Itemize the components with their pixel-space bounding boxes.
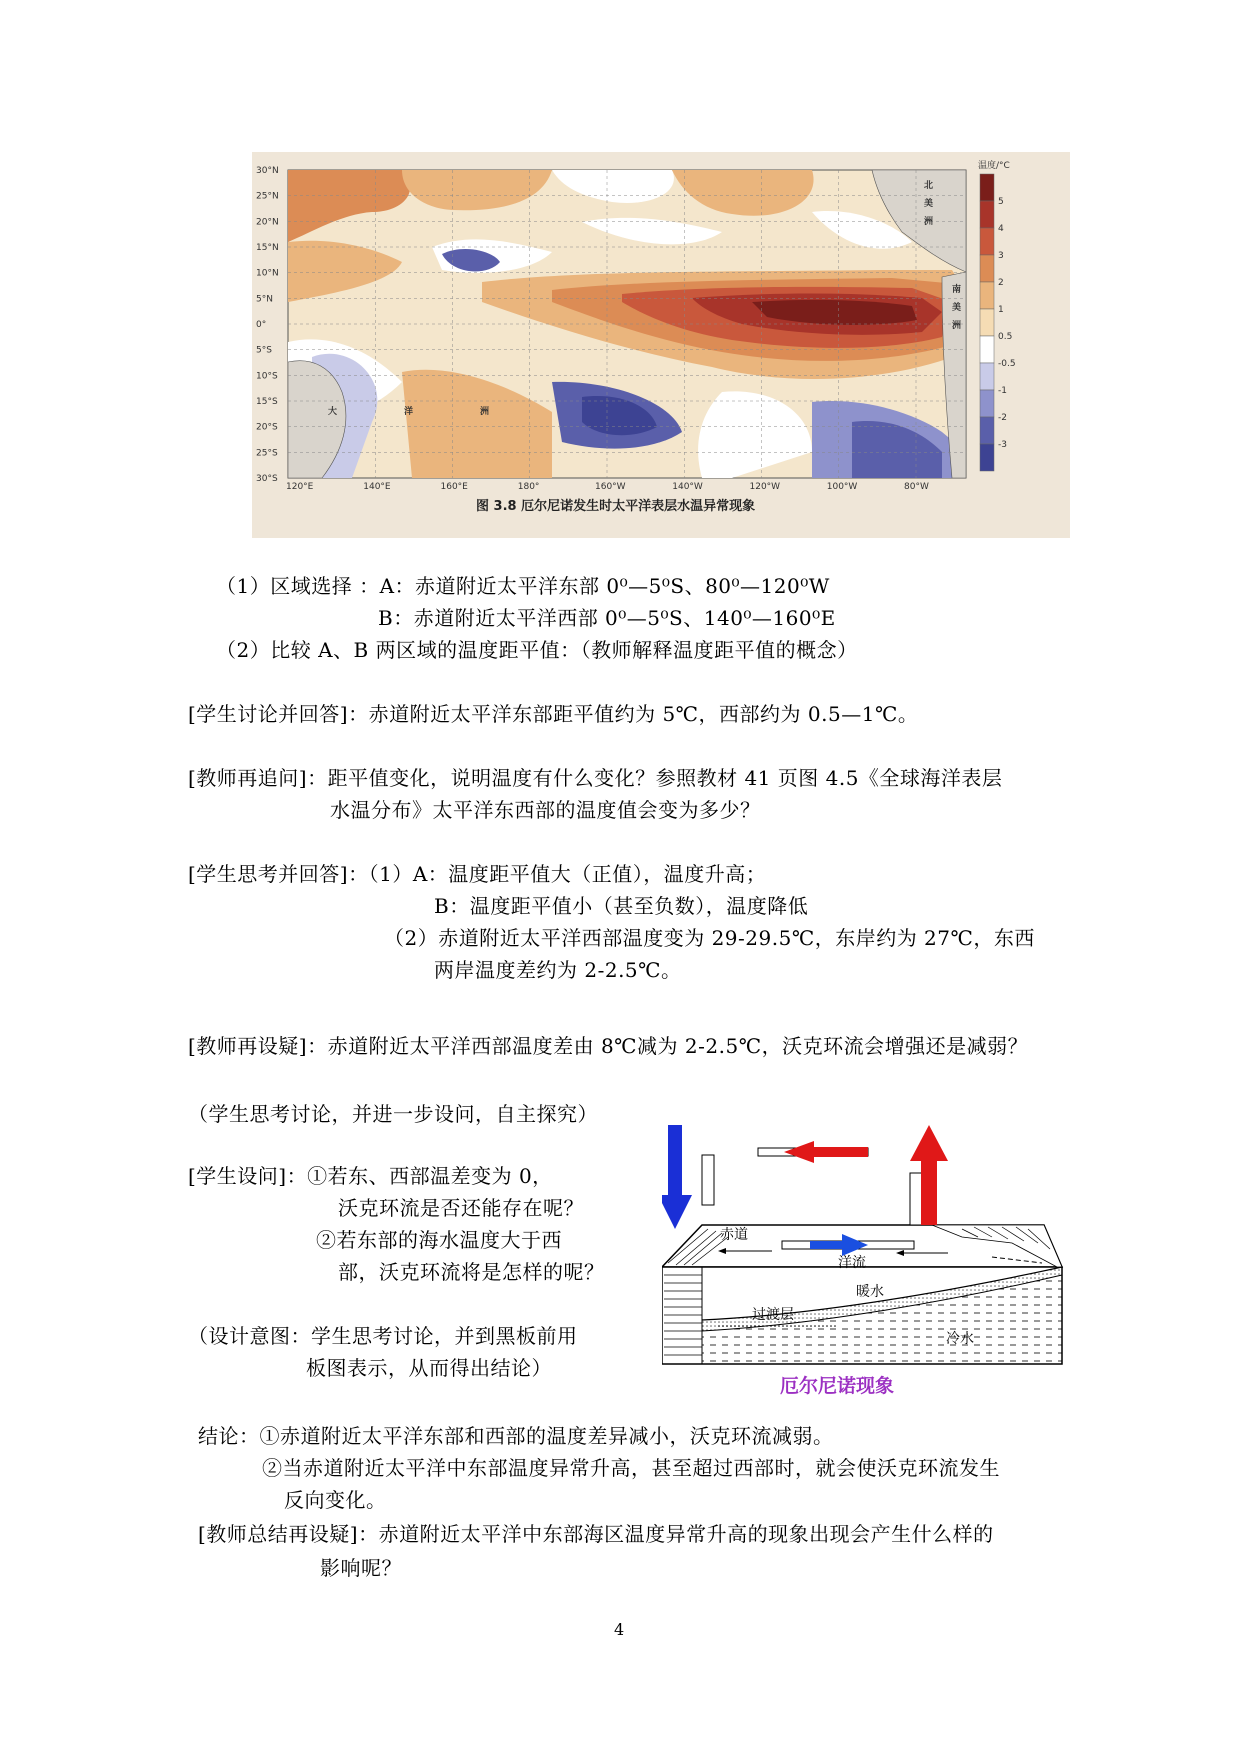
lat-tick-label: 30°N (256, 166, 279, 176)
east-column-bar (910, 1173, 922, 1225)
design-intent-line2: 板图表示，从而得出结论） (306, 1356, 552, 1380)
lon-tick-label: 160°W (595, 482, 626, 492)
teacher-followup-line2: 水温分布》太平洋东西部的温度值会变为多少？ (330, 798, 761, 822)
south-america-label: 南美洲 (952, 285, 962, 331)
legend-label: -3 (998, 440, 1007, 450)
el-nino-title: 厄尔尼诺现象 (780, 1375, 895, 1397)
oceania-label-3: 洲 (480, 407, 490, 417)
student-think-line3: （2）赤道附近太平洋西部温度变为 29-29.5℃，东岸约为 27℃，东西 (384, 926, 1035, 950)
descending-air-arrow (662, 1125, 692, 1229)
design-intent-line1: （设计意图：学生思考讨论，并到黑板前用 (188, 1324, 578, 1348)
student-ask-line4: 部，沃克环流将是怎样的呢？ (338, 1260, 605, 1284)
lon-tick-label: 120°E (286, 482, 314, 492)
section1-line3: （2）比较 A、B 两区域的温度距平值：（教师解释温度距平值的概念） (216, 638, 858, 662)
thermocline-label: 过渡层 (752, 1307, 794, 1323)
legend-swatch (980, 390, 994, 417)
student-ask-line1: [学生设问]：①若东、西部温差变为 0， (188, 1164, 553, 1188)
legend-swatch (980, 255, 994, 282)
legend-label: 5 (998, 197, 1004, 207)
oceania-label-2: 洋 (404, 407, 414, 417)
conclusion-line3: 反向变化。 (284, 1488, 387, 1512)
student-think-line2: B：温度距平值小（甚至负数），温度降低 (434, 894, 809, 918)
teacher-question-2: [教师再设疑]：赤道附近太平洋西部温度差由 8℃减为 2-2.5℃，沃克环流会增强还是减弱？ (188, 1034, 1029, 1058)
lat-tick-label: 15°S (256, 397, 278, 407)
legend-swatch (980, 336, 994, 363)
student-discussion-note: （学生思考讨论，并进一步设问，自主探究） (188, 1102, 598, 1126)
el-nino-schematic (662, 1125, 1067, 1370)
upper-airflow-arrow (784, 1141, 868, 1163)
lat-tick-label: 15°N (256, 243, 279, 253)
legend-label: 3 (998, 251, 1004, 261)
west-column-bar (702, 1155, 714, 1205)
cold-water-label: 冷水 (946, 1331, 974, 1347)
lat-tick-label: 25°S (256, 448, 278, 459)
legend-label: 2 (998, 278, 1004, 288)
student-discuss-answer: [学生讨论并回答]：赤道附近太平洋东部距平值约为 5℃，西部约为 0.5—1℃。 (188, 702, 919, 726)
current-label: 洋流 (838, 1255, 866, 1271)
legend-swatch (980, 228, 994, 255)
north-america-label: 北美洲 (924, 181, 934, 227)
equator-label: 赤道 (720, 1227, 748, 1243)
student-think-line4: 两岸温度差约为 2-2.5℃。 (434, 958, 682, 982)
teacher-summary-line1: [教师总结再设疑]：赤道附近太平洋中东部海区温度异常升高的现象出现会产生什么样的 (198, 1522, 994, 1546)
teacher-summary-line2: 影响呢？ (320, 1556, 402, 1580)
legend-title: 温度/°C (978, 161, 1010, 171)
conclusion-line1: 结论：①赤道附近太平洋东部和西部的温度差异减小，沃克环流减弱。 (198, 1424, 834, 1448)
lon-tick-label: 180° (517, 482, 540, 492)
lon-tick-label: 140°W (672, 482, 703, 492)
legend-swatch (980, 363, 994, 390)
legend-label: -1 (998, 386, 1007, 396)
sst-anomaly-map (252, 152, 1070, 538)
lat-tick-label: 25°N (256, 191, 279, 202)
legend-label: 4 (998, 224, 1004, 234)
map-caption: 图 3.8 厄尔尼诺发生时太平洋表层水温异常现象 (476, 499, 756, 514)
lat-tick-label: 30°S (256, 474, 278, 484)
student-ask-line2: 沃克环流是否还能存在呢？ (338, 1196, 584, 1220)
lat-tick-label: 20°S (256, 422, 278, 433)
legend-swatch (980, 282, 994, 309)
lon-tick-label: 160°E (440, 482, 468, 492)
legend-label: 0.5 (998, 332, 1013, 342)
lon-tick-label: 140°E (363, 482, 391, 492)
lat-tick-label: 5°S (256, 345, 272, 356)
lon-tick-label: 120°W (749, 482, 781, 492)
lat-tick-label: 10°S (256, 371, 278, 382)
student-think-line1: [学生思考并回答]：（1）A：温度距平值大（正值），温度升高； (188, 862, 767, 886)
legend-label: -2 (998, 413, 1007, 423)
lat-tick-label: 10°N (256, 268, 279, 279)
legend-swatch (980, 417, 994, 444)
lon-tick-label: 100°W (826, 482, 858, 492)
section1-line2: B：赤道附近太平洋西部 0⁰—5⁰S、140⁰—160⁰E (378, 606, 836, 630)
legend-swatch (980, 201, 994, 228)
lat-tick-label: 5°N (256, 294, 273, 305)
legend-swatch (980, 444, 994, 471)
oceania-label-1: 大 (328, 407, 338, 417)
legend-swatch (980, 309, 994, 336)
lat-tick-label: 20°N (256, 217, 279, 228)
legend-label: -0.5 (998, 359, 1016, 369)
lat-tick-label: 0° (256, 320, 267, 330)
section1-line1: （1）区域选择 ：A：赤道附近太平洋东部 0⁰—5⁰S、80⁰—120⁰W (216, 574, 830, 598)
page-number: 4 (614, 1620, 625, 1639)
legend-label: 1 (998, 305, 1004, 315)
sst-anomaly-map-figure (252, 152, 1070, 538)
legend-swatch (980, 174, 994, 201)
teacher-followup-line1: [教师再追问]：距平值变化，说明温度有什么变化？参照教材 41 页图 4.5《全球海洋表层 (188, 766, 1003, 790)
el-nino-diagram (662, 1125, 1067, 1400)
conclusion-line2: ②当赤道附近太平洋中东部温度异常升高，甚至超过西部时，就会使沃克环流发生 (262, 1456, 1000, 1480)
lon-tick-label: 80°W (904, 482, 929, 492)
student-ask-line3: ②若东部的海水温度大于西 (316, 1228, 562, 1252)
warm-water-label: 暖水 (856, 1284, 884, 1300)
